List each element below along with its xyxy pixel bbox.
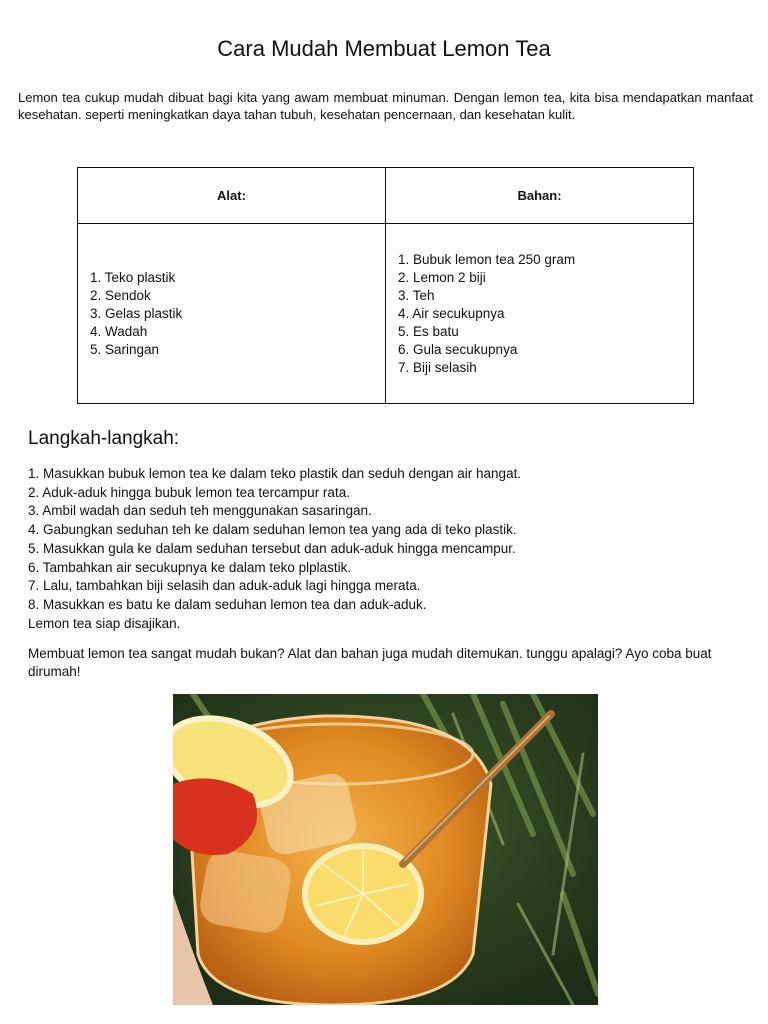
tools-list-item: 5. Saringan xyxy=(90,341,160,357)
ingredients-header: Bahan: xyxy=(386,168,694,224)
ingredients-list-item: 2. Lemon 2 biji xyxy=(398,269,486,285)
tools-list xyxy=(90,269,385,359)
lemon-tea-photo xyxy=(173,694,598,1005)
step-item: 8. Masukkan es batu ke dalam seduhan lemon tea dan aduk-aduk. xyxy=(28,596,427,612)
ingredients-list-item: 6. Gula secukupnya xyxy=(398,341,518,357)
tools-cell xyxy=(78,224,386,404)
step-item: Lemon tea siap disajikan. xyxy=(28,615,181,631)
steps-list xyxy=(28,465,748,633)
step-item: 6. Tambahkan air secukupnya ke dalam teko plplastik. xyxy=(28,559,352,575)
ingredients-list-item: 1. Bubuk lemon tea 250 gram xyxy=(398,251,576,267)
ingredients-list-item: 5. Es batu xyxy=(398,323,459,339)
step-item: 7. Lalu, tambahkan biji selasih dan aduk-aduk lagi hingga merata. xyxy=(28,578,421,594)
ingredients-cell xyxy=(386,224,694,404)
page-title: Cara Mudah Membuat Lemon Tea xyxy=(217,36,551,61)
ingredients-list xyxy=(398,251,693,377)
step-item: 2. Aduk-aduk hingga bubuk lemon tea tercampur rata. xyxy=(28,484,350,500)
step-item: 1. Masukkan bubuk lemon tea ke dalam teko plastik dan seduh dengan air hangat. xyxy=(28,466,522,481)
tools-list-item: 4. Wadah xyxy=(90,323,148,339)
step-item: 3. Ambil wadah dan seduh teh menggunakan sasaringan. xyxy=(28,503,372,519)
tools-ingredients-table xyxy=(77,167,694,404)
tools-list-item: 1. Teko plastik xyxy=(90,269,176,285)
intro-paragraph: Lemon tea cukup mudah dibuat bagi kita yang awam membuat minuman. Dengan lemon tea, kita bisa mendapatkan manfaat kesehatan. seperti meningkatkan daya tahan tubuh, kesehatan pencernaan, dan kesehatan kulit. xyxy=(18,90,753,122)
steps-heading: Langkah-langkah: xyxy=(28,428,180,449)
ingredients-list-item: 7. Biji selasih xyxy=(398,359,477,375)
step-item: 5. Masukkan gula ke dalam seduhan tersebut dan aduk-aduk hingga mencampur. xyxy=(28,540,516,556)
ingredients-list-item: 4. Air secukupnya xyxy=(398,305,505,321)
closing-paragraph: Membuat lemon tea sangat mudah bukan? Alat dan bahan juga mudah ditemukan. tunggu apalagi? Ayo coba buat dirumah! xyxy=(28,646,712,679)
tools-list-item: 2. Sendok xyxy=(90,287,151,303)
step-item: 4. Gabungkan seduhan teh ke dalam seduhan lemon tea yang ada di teko plastik. xyxy=(28,522,517,538)
tools-list-item: 3. Gelas plastik xyxy=(90,305,183,321)
tools-header: Alat: xyxy=(78,168,386,224)
ingredients-list-item: 3. Teh xyxy=(398,287,435,303)
